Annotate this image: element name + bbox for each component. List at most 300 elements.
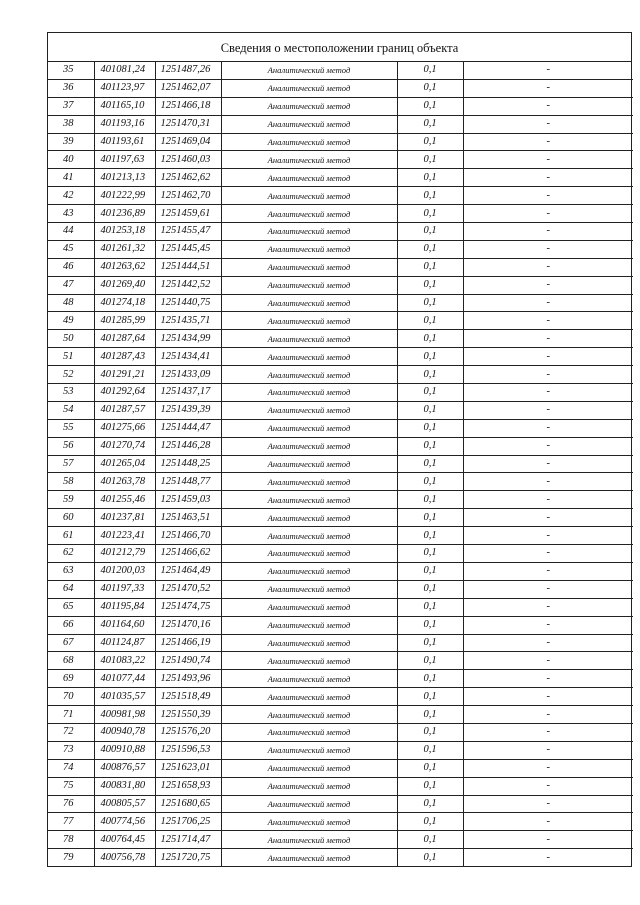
- table-row: [48, 348, 633, 366]
- point-number-cell: 58: [48, 473, 94, 491]
- accuracy-cell: 0,1: [397, 562, 463, 580]
- accuracy-cell: 0,1: [397, 509, 463, 527]
- point-number-cell: 50: [48, 330, 94, 348]
- y-coordinate-cell: 1251445,45: [155, 240, 221, 258]
- note-cell: -: [463, 348, 633, 366]
- table-row: [48, 151, 633, 169]
- x-coordinate-cell: 401197,63: [94, 151, 155, 169]
- accuracy-cell: 0,1: [397, 401, 463, 419]
- accuracy-cell: 0,1: [397, 545, 463, 563]
- accuracy-cell: 0,1: [397, 151, 463, 169]
- accuracy-cell: 0,1: [397, 831, 463, 849]
- x-coordinate-cell: 400764,45: [94, 831, 155, 849]
- y-coordinate-cell: 1251518,49: [155, 688, 221, 706]
- y-coordinate-cell: 1251462,70: [155, 187, 221, 205]
- x-coordinate-cell: 401081,24: [94, 62, 155, 79]
- table-row: [48, 527, 633, 545]
- x-coordinate-cell: 401291,21: [94, 366, 155, 384]
- note-cell: -: [463, 312, 633, 330]
- table-row: [48, 795, 633, 813]
- y-coordinate-cell: 1251720,75: [155, 849, 221, 866]
- x-coordinate-cell: 401287,57: [94, 401, 155, 419]
- x-coordinate-cell: 400805,57: [94, 795, 155, 813]
- point-number-cell: 40: [48, 151, 94, 169]
- accuracy-cell: 0,1: [397, 366, 463, 384]
- x-coordinate-cell: 401193,61: [94, 133, 155, 151]
- accuracy-cell: 0,1: [397, 62, 463, 79]
- method-cell: Аналитический метод: [221, 79, 397, 97]
- table-row: [48, 831, 633, 849]
- x-coordinate-cell: 401265,04: [94, 455, 155, 473]
- note-cell: -: [463, 527, 633, 545]
- y-coordinate-cell: 1251470,16: [155, 616, 221, 634]
- method-cell: Аналитический метод: [221, 670, 397, 688]
- table-row: [48, 169, 633, 187]
- method-cell: Аналитический метод: [221, 688, 397, 706]
- table-row: [48, 437, 633, 455]
- accuracy-cell: 0,1: [397, 258, 463, 276]
- accuracy-cell: 0,1: [397, 670, 463, 688]
- table-row: [48, 849, 633, 866]
- note-cell: -: [463, 706, 633, 724]
- point-number-cell: 68: [48, 652, 94, 670]
- note-cell: -: [463, 79, 633, 97]
- method-cell: Аналитический метод: [221, 187, 397, 205]
- table-row: [48, 759, 633, 777]
- note-cell: -: [463, 366, 633, 384]
- x-coordinate-cell: 401253,18: [94, 223, 155, 241]
- point-number-cell: 79: [48, 849, 94, 866]
- x-coordinate-cell: 401287,43: [94, 348, 155, 366]
- point-number-cell: 74: [48, 759, 94, 777]
- point-number-cell: 44: [48, 223, 94, 241]
- x-coordinate-cell: 401123,97: [94, 79, 155, 97]
- accuracy-cell: 0,1: [397, 598, 463, 616]
- y-coordinate-cell: 1251550,39: [155, 706, 221, 724]
- accuracy-cell: 0,1: [397, 813, 463, 831]
- table-row: [48, 62, 633, 79]
- accuracy-cell: 0,1: [397, 706, 463, 724]
- accuracy-cell: 0,1: [397, 348, 463, 366]
- method-cell: Аналитический метод: [221, 795, 397, 813]
- accuracy-cell: 0,1: [397, 419, 463, 437]
- accuracy-cell: 0,1: [397, 759, 463, 777]
- method-cell: Аналитический метод: [221, 419, 397, 437]
- note-cell: -: [463, 616, 633, 634]
- table-row: [48, 616, 633, 634]
- table-row: [48, 777, 633, 795]
- note-cell: -: [463, 831, 633, 849]
- method-cell: Аналитический метод: [221, 491, 397, 509]
- y-coordinate-cell: 1251464,49: [155, 562, 221, 580]
- accuracy-cell: 0,1: [397, 473, 463, 491]
- point-number-cell: 75: [48, 777, 94, 795]
- point-number-cell: 42: [48, 187, 94, 205]
- note-cell: -: [463, 258, 633, 276]
- note-cell: -: [463, 133, 633, 151]
- point-number-cell: 57: [48, 455, 94, 473]
- table-row: [48, 473, 633, 491]
- note-cell: -: [463, 62, 633, 79]
- y-coordinate-cell: 1251623,01: [155, 759, 221, 777]
- y-coordinate-cell: 1251470,31: [155, 115, 221, 133]
- table-row: [48, 276, 633, 294]
- method-cell: Аналитический метод: [221, 294, 397, 312]
- point-number-cell: 45: [48, 240, 94, 258]
- sheet-title: Сведения о местоположении границ объекта: [48, 33, 631, 62]
- y-coordinate-cell: 1251487,26: [155, 62, 221, 79]
- y-coordinate-cell: 1251455,47: [155, 223, 221, 241]
- note-cell: -: [463, 562, 633, 580]
- table-row: [48, 419, 633, 437]
- point-number-cell: 55: [48, 419, 94, 437]
- note-cell: -: [463, 419, 633, 437]
- y-coordinate-cell: 1251433,09: [155, 366, 221, 384]
- note-cell: -: [463, 634, 633, 652]
- table-row: [48, 545, 633, 563]
- method-cell: Аналитический метод: [221, 562, 397, 580]
- y-coordinate-cell: 1251448,77: [155, 473, 221, 491]
- x-coordinate-cell: 400910,88: [94, 741, 155, 759]
- note-cell: -: [463, 223, 633, 241]
- note-cell: -: [463, 777, 633, 795]
- note-cell: -: [463, 741, 633, 759]
- note-cell: -: [463, 169, 633, 187]
- table-row: [48, 741, 633, 759]
- x-coordinate-cell: 401237,81: [94, 509, 155, 527]
- accuracy-cell: 0,1: [397, 115, 463, 133]
- table-row: [48, 723, 633, 741]
- method-cell: Аналитический метод: [221, 312, 397, 330]
- boundary-coordinates-sheet: [47, 32, 632, 867]
- y-coordinate-cell: 1251466,18: [155, 97, 221, 115]
- accuracy-cell: 0,1: [397, 169, 463, 187]
- accuracy-cell: 0,1: [397, 187, 463, 205]
- y-coordinate-cell: 1251439,39: [155, 401, 221, 419]
- note-cell: -: [463, 509, 633, 527]
- x-coordinate-cell: 401193,16: [94, 115, 155, 133]
- y-coordinate-cell: 1251442,52: [155, 276, 221, 294]
- accuracy-cell: 0,1: [397, 849, 463, 866]
- note-cell: -: [463, 151, 633, 169]
- accuracy-cell: 0,1: [397, 79, 463, 97]
- note-cell: -: [463, 849, 633, 866]
- method-cell: Аналитический метод: [221, 384, 397, 402]
- note-cell: -: [463, 455, 633, 473]
- table-row: [48, 455, 633, 473]
- note-cell: -: [463, 795, 633, 813]
- y-coordinate-cell: 1251470,52: [155, 580, 221, 598]
- point-number-cell: 36: [48, 79, 94, 97]
- table-row: [48, 384, 633, 402]
- note-cell: -: [463, 652, 633, 670]
- method-cell: Аналитический метод: [221, 151, 397, 169]
- table-row: [48, 598, 633, 616]
- point-number-cell: 76: [48, 795, 94, 813]
- x-coordinate-cell: 401124,87: [94, 634, 155, 652]
- note-cell: -: [463, 813, 633, 831]
- table-row: [48, 509, 633, 527]
- y-coordinate-cell: 1251466,62: [155, 545, 221, 563]
- x-coordinate-cell: 401213,13: [94, 169, 155, 187]
- note-cell: -: [463, 115, 633, 133]
- point-number-cell: 71: [48, 706, 94, 724]
- point-number-cell: 43: [48, 205, 94, 223]
- accuracy-cell: 0,1: [397, 527, 463, 545]
- y-coordinate-cell: 1251576,20: [155, 723, 221, 741]
- table-row: [48, 652, 633, 670]
- x-coordinate-cell: 400940,78: [94, 723, 155, 741]
- method-cell: Аналитический метод: [221, 527, 397, 545]
- y-coordinate-cell: 1251469,04: [155, 133, 221, 151]
- note-cell: -: [463, 384, 633, 402]
- x-coordinate-cell: 401077,44: [94, 670, 155, 688]
- accuracy-cell: 0,1: [397, 240, 463, 258]
- table-row: [48, 706, 633, 724]
- x-coordinate-cell: 401223,41: [94, 527, 155, 545]
- x-coordinate-cell: 401255,46: [94, 491, 155, 509]
- point-number-cell: 61: [48, 527, 94, 545]
- note-cell: -: [463, 187, 633, 205]
- point-number-cell: 72: [48, 723, 94, 741]
- method-cell: Аналитический метод: [221, 849, 397, 866]
- y-coordinate-cell: 1251437,17: [155, 384, 221, 402]
- table-row: [48, 205, 633, 223]
- table-row: [48, 312, 633, 330]
- point-number-cell: 73: [48, 741, 94, 759]
- y-coordinate-cell: 1251434,41: [155, 348, 221, 366]
- y-coordinate-cell: 1251459,03: [155, 491, 221, 509]
- table-row: [48, 688, 633, 706]
- method-cell: Аналитический метод: [221, 831, 397, 849]
- y-coordinate-cell: 1251440,75: [155, 294, 221, 312]
- x-coordinate-cell: 401197,33: [94, 580, 155, 598]
- y-coordinate-cell: 1251714,47: [155, 831, 221, 849]
- accuracy-cell: 0,1: [397, 294, 463, 312]
- note-cell: -: [463, 580, 633, 598]
- method-cell: Аналитический метод: [221, 62, 397, 79]
- note-cell: -: [463, 205, 633, 223]
- y-coordinate-cell: 1251466,70: [155, 527, 221, 545]
- y-coordinate-cell: 1251706,25: [155, 813, 221, 831]
- y-coordinate-cell: 1251446,28: [155, 437, 221, 455]
- x-coordinate-cell: 401165,10: [94, 97, 155, 115]
- table-row: [48, 133, 633, 151]
- note-cell: -: [463, 491, 633, 509]
- y-coordinate-cell: 1251463,51: [155, 509, 221, 527]
- y-coordinate-cell: 1251658,93: [155, 777, 221, 795]
- x-coordinate-cell: 400981,98: [94, 706, 155, 724]
- method-cell: Аналитический метод: [221, 652, 397, 670]
- y-coordinate-cell: 1251460,03: [155, 151, 221, 169]
- accuracy-cell: 0,1: [397, 384, 463, 402]
- x-coordinate-cell: 400756,78: [94, 849, 155, 866]
- accuracy-cell: 0,1: [397, 330, 463, 348]
- accuracy-cell: 0,1: [397, 97, 463, 115]
- accuracy-cell: 0,1: [397, 437, 463, 455]
- method-cell: Аналитический метод: [221, 473, 397, 491]
- point-number-cell: 60: [48, 509, 94, 527]
- table-row: [48, 115, 633, 133]
- table-row: [48, 670, 633, 688]
- x-coordinate-cell: 401287,64: [94, 330, 155, 348]
- accuracy-cell: 0,1: [397, 312, 463, 330]
- point-number-cell: 67: [48, 634, 94, 652]
- point-number-cell: 59: [48, 491, 94, 509]
- x-coordinate-cell: 401274,18: [94, 294, 155, 312]
- point-number-cell: 66: [48, 616, 94, 634]
- method-cell: Аналитический метод: [221, 455, 397, 473]
- x-coordinate-cell: 401083,22: [94, 652, 155, 670]
- method-cell: Аналитический метод: [221, 509, 397, 527]
- method-cell: Аналитический метод: [221, 348, 397, 366]
- method-cell: Аналитический метод: [221, 258, 397, 276]
- accuracy-cell: 0,1: [397, 723, 463, 741]
- x-coordinate-cell: 401195,84: [94, 598, 155, 616]
- point-number-cell: 47: [48, 276, 94, 294]
- y-coordinate-cell: 1251444,51: [155, 258, 221, 276]
- method-cell: Аналитический метод: [221, 723, 397, 741]
- x-coordinate-cell: 401270,74: [94, 437, 155, 455]
- note-cell: -: [463, 598, 633, 616]
- y-coordinate-cell: 1251474,75: [155, 598, 221, 616]
- method-cell: Аналитический метод: [221, 169, 397, 187]
- method-cell: Аналитический метод: [221, 777, 397, 795]
- x-coordinate-cell: 400774,56: [94, 813, 155, 831]
- table-row: [48, 401, 633, 419]
- x-coordinate-cell: 401263,62: [94, 258, 155, 276]
- point-number-cell: 77: [48, 813, 94, 831]
- accuracy-cell: 0,1: [397, 133, 463, 151]
- x-coordinate-cell: 401285,99: [94, 312, 155, 330]
- accuracy-cell: 0,1: [397, 777, 463, 795]
- x-coordinate-cell: 401263,78: [94, 473, 155, 491]
- accuracy-cell: 0,1: [397, 688, 463, 706]
- accuracy-cell: 0,1: [397, 205, 463, 223]
- point-number-cell: 78: [48, 831, 94, 849]
- accuracy-cell: 0,1: [397, 652, 463, 670]
- y-coordinate-cell: 1251490,74: [155, 652, 221, 670]
- method-cell: Аналитический метод: [221, 437, 397, 455]
- y-coordinate-cell: 1251680,65: [155, 795, 221, 813]
- accuracy-cell: 0,1: [397, 276, 463, 294]
- method-cell: Аналитический метод: [221, 401, 397, 419]
- point-number-cell: 65: [48, 598, 94, 616]
- table-row: [48, 258, 633, 276]
- table-row: [48, 79, 633, 97]
- accuracy-cell: 0,1: [397, 741, 463, 759]
- x-coordinate-cell: 401269,40: [94, 276, 155, 294]
- accuracy-cell: 0,1: [397, 455, 463, 473]
- method-cell: Аналитический метод: [221, 240, 397, 258]
- point-number-cell: 54: [48, 401, 94, 419]
- note-cell: -: [463, 688, 633, 706]
- method-cell: Аналитический метод: [221, 330, 397, 348]
- point-number-cell: 53: [48, 384, 94, 402]
- point-number-cell: 39: [48, 133, 94, 151]
- y-coordinate-cell: 1251462,07: [155, 79, 221, 97]
- note-cell: -: [463, 276, 633, 294]
- x-coordinate-cell: 401261,32: [94, 240, 155, 258]
- table-row: [48, 330, 633, 348]
- note-cell: -: [463, 330, 633, 348]
- x-coordinate-cell: 401035,57: [94, 688, 155, 706]
- y-coordinate-cell: 1251459,61: [155, 205, 221, 223]
- point-number-cell: 52: [48, 366, 94, 384]
- method-cell: Аналитический метод: [221, 706, 397, 724]
- point-number-cell: 62: [48, 545, 94, 563]
- method-cell: Аналитический метод: [221, 205, 397, 223]
- x-coordinate-cell: 401236,89: [94, 205, 155, 223]
- point-number-cell: 46: [48, 258, 94, 276]
- method-cell: Аналитический метод: [221, 97, 397, 115]
- table-row: [48, 223, 633, 241]
- y-coordinate-cell: 1251448,25: [155, 455, 221, 473]
- x-coordinate-cell: 401212,79: [94, 545, 155, 563]
- accuracy-cell: 0,1: [397, 491, 463, 509]
- method-cell: Аналитический метод: [221, 813, 397, 831]
- point-number-cell: 38: [48, 115, 94, 133]
- note-cell: -: [463, 473, 633, 491]
- x-coordinate-cell: 401164,60: [94, 616, 155, 634]
- method-cell: Аналитический метод: [221, 223, 397, 241]
- point-number-cell: 70: [48, 688, 94, 706]
- accuracy-cell: 0,1: [397, 580, 463, 598]
- note-cell: -: [463, 401, 633, 419]
- table-row: [48, 562, 633, 580]
- point-number-cell: 35: [48, 62, 94, 79]
- point-number-cell: 37: [48, 97, 94, 115]
- x-coordinate-cell: 401292,64: [94, 384, 155, 402]
- x-coordinate-cell: 400831,80: [94, 777, 155, 795]
- method-cell: Аналитический метод: [221, 741, 397, 759]
- method-cell: Аналитический метод: [221, 115, 397, 133]
- method-cell: Аналитический метод: [221, 634, 397, 652]
- table-row: [48, 294, 633, 312]
- table-row: [48, 366, 633, 384]
- point-number-cell: 41: [48, 169, 94, 187]
- note-cell: -: [463, 294, 633, 312]
- point-number-cell: 63: [48, 562, 94, 580]
- y-coordinate-cell: 1251435,71: [155, 312, 221, 330]
- y-coordinate-cell: 1251466,19: [155, 634, 221, 652]
- note-cell: -: [463, 240, 633, 258]
- method-cell: Аналитический метод: [221, 366, 397, 384]
- point-number-cell: 56: [48, 437, 94, 455]
- table-row: [48, 240, 633, 258]
- method-cell: Аналитический метод: [221, 276, 397, 294]
- method-cell: Аналитический метод: [221, 759, 397, 777]
- table-row: [48, 187, 633, 205]
- point-number-cell: 69: [48, 670, 94, 688]
- note-cell: -: [463, 759, 633, 777]
- method-cell: Аналитический метод: [221, 133, 397, 151]
- y-coordinate-cell: 1251462,62: [155, 169, 221, 187]
- y-coordinate-cell: 1251596,53: [155, 741, 221, 759]
- note-cell: -: [463, 97, 633, 115]
- coordinates-table-body: [48, 62, 633, 866]
- accuracy-cell: 0,1: [397, 616, 463, 634]
- y-coordinate-cell: 1251434,99: [155, 330, 221, 348]
- table-row: [48, 97, 633, 115]
- accuracy-cell: 0,1: [397, 634, 463, 652]
- y-coordinate-cell: 1251493,96: [155, 670, 221, 688]
- method-cell: Аналитический метод: [221, 545, 397, 563]
- y-coordinate-cell: 1251444,47: [155, 419, 221, 437]
- note-cell: -: [463, 723, 633, 741]
- point-number-cell: 48: [48, 294, 94, 312]
- point-number-cell: 51: [48, 348, 94, 366]
